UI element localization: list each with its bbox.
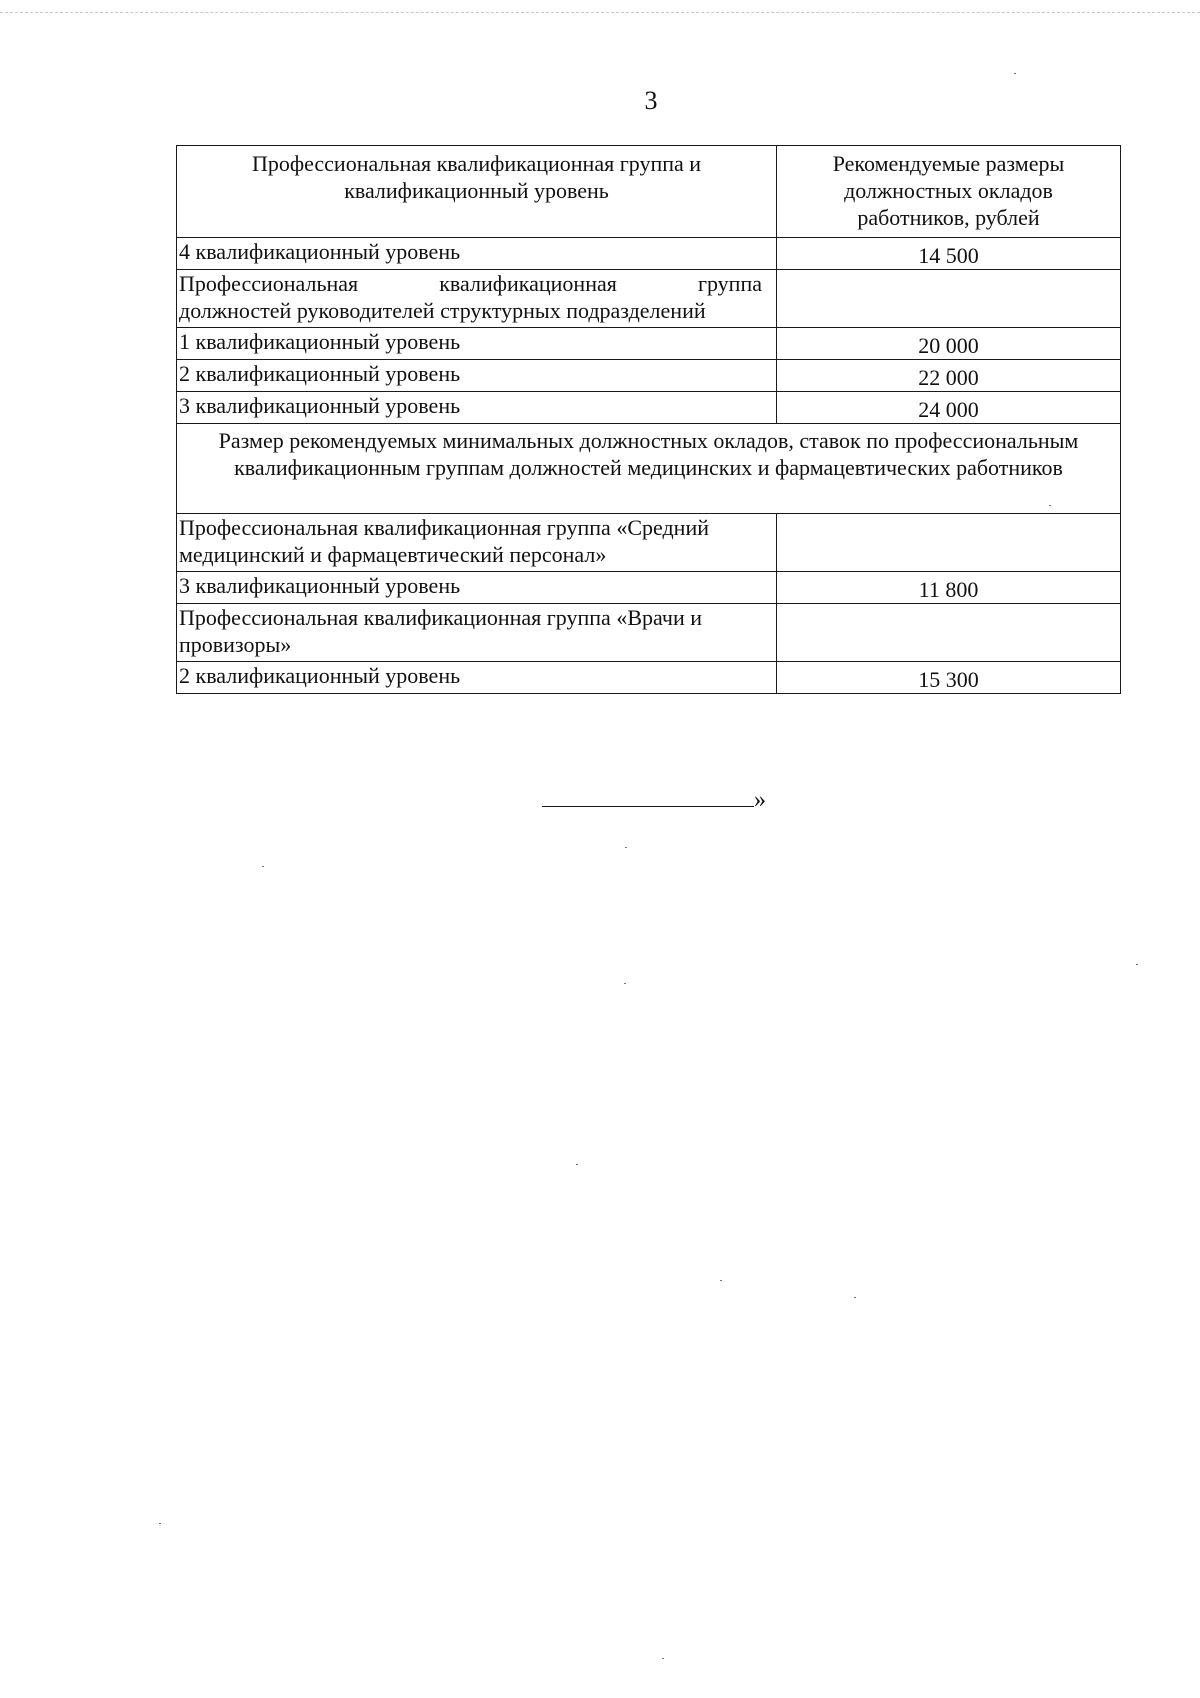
scan-speck — [625, 847, 627, 848]
row-label: 1 квалификационный уровень — [177, 328, 777, 360]
table-row — [177, 328, 1121, 360]
row-value: 14 500 — [777, 238, 1121, 270]
scan-speck — [1049, 505, 1051, 506]
row-value — [777, 514, 1121, 572]
scan-speck — [854, 1297, 856, 1298]
row-label: 2 квалификационный уровень — [177, 360, 777, 392]
row-label: 2 квалификационный уровень — [177, 662, 777, 694]
row-value — [777, 270, 1121, 328]
table-row — [177, 662, 1121, 694]
section-title: Размер рекомендуемых минимальных должностных окладов, ставок по профессиональным квалификационным группам должностей медицинских и фармацевтических работников — [177, 424, 1121, 514]
table-row — [177, 572, 1121, 604]
row-label: 3 квалификационный уровень — [177, 392, 777, 424]
table-row — [177, 238, 1121, 270]
header-group-level: Профессиональная квалификационная группа и квалификационный уровень — [177, 146, 777, 238]
row-label-line-2: должностей руководителей структурных подразделений — [179, 298, 706, 323]
row-label: Профессиональная квалификационная группа «Средний медицинский и фармацевтический персонал» — [177, 514, 777, 572]
row-label-line-1: Профессиональная квалификационная группа — [179, 271, 762, 296]
row-label: 3 квалификационный уровень — [177, 572, 777, 604]
scan-edge-artifact — [0, 12, 1200, 13]
row-value: 15 300 — [777, 662, 1121, 694]
table-header-row — [177, 146, 1121, 238]
row-value: 20 000 — [777, 328, 1121, 360]
row-value: 22 000 — [777, 360, 1121, 392]
row-label: 4 квалификационный уровень — [177, 238, 777, 270]
header-recommended-salary: Рекомендуемые размеры должностных окладов работников, рублей — [777, 146, 1121, 238]
table-row — [177, 604, 1121, 662]
scan-speck — [576, 1164, 578, 1165]
page-number: 3 — [644, 86, 658, 115]
row-value: 24 000 — [777, 392, 1121, 424]
scan-speck — [624, 983, 626, 984]
row-label: Профессиональная квалификационная группа «Врачи и провизоры» — [177, 604, 777, 662]
table-row — [177, 392, 1121, 424]
scan-speck — [1014, 73, 1016, 74]
scan-speck — [1136, 964, 1138, 965]
row-value — [777, 604, 1121, 662]
table-row — [177, 270, 1121, 328]
row-label — [177, 270, 777, 328]
row-value: 11 800 — [777, 572, 1121, 604]
scan-speck — [720, 1280, 722, 1281]
closing-mark — [542, 786, 766, 814]
scan-speck — [662, 1658, 664, 1659]
scan-speck — [159, 1523, 161, 1524]
salary-table — [176, 145, 1121, 694]
blank-underline — [542, 786, 754, 807]
section-row — [177, 424, 1121, 514]
table-row — [177, 360, 1121, 392]
table-row — [177, 514, 1121, 572]
closing-quote: » — [754, 787, 766, 813]
scan-speck — [262, 866, 264, 867]
